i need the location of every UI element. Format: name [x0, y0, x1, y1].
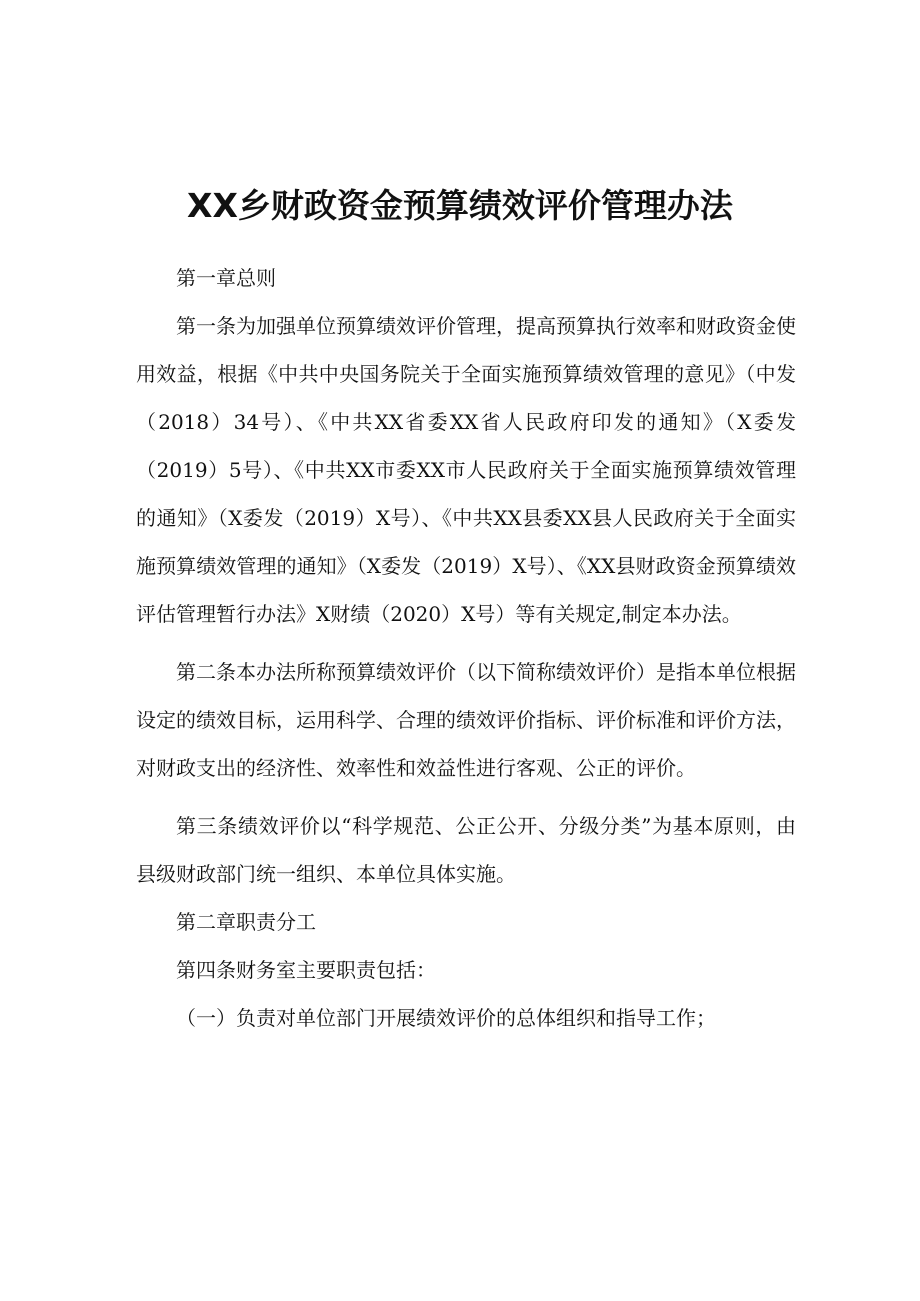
chapter-heading-2: 第二章职责分工: [176, 910, 316, 934]
chapter-heading-1: 第一章总则: [176, 266, 276, 290]
article-4-item-1: （一）负责对单位部门开展绩效评价的总体组织和指导工作；: [176, 1006, 716, 1030]
article-3: 第三条绩效评价以“科学规范、公正公开、分级分类”为基本原则，由县级财政部门统一组织、本单位具体实施。: [136, 814, 796, 886]
document-title: XX乡财政资金预算绩效评价管理办法: [187, 186, 733, 225]
document-body: [136, 254, 796, 1042]
article-2: 第二条本办法所称预算绩效评价（以下简称绩效评价）是指本单位根据设定的绩效目标，运用科学、合理的绩效评价指标、评价标准和评价方法，对财政支出的经济性、效率性和效益性进行客观、公正的评价。: [136, 660, 796, 780]
article-4: 第四条财务室主要职责包括：: [176, 958, 436, 982]
article-1: 第一条为加强单位预算绩效评价管理，提高预算执行效率和财政资金使用效益，根据《中共中央国务院关于全面实施预算绩效管理的意见》（中发（2018）34号）、《中共XX省委XX省人民政府印发的通知》（X委发（2019）5号）、《中共XX市委XX市人民政府关于全面实施预算绩效管理的通知》（X委发（2019）X号）、《中共XX县委XX县人民政府关于全面实施预算绩效管理的通知》（X委发（2019）X号）、《XX县财政资金预算绩效评估管理暂行办法》X财绩（2020）X号）等有关规定,制定本办法。: [136, 314, 796, 626]
